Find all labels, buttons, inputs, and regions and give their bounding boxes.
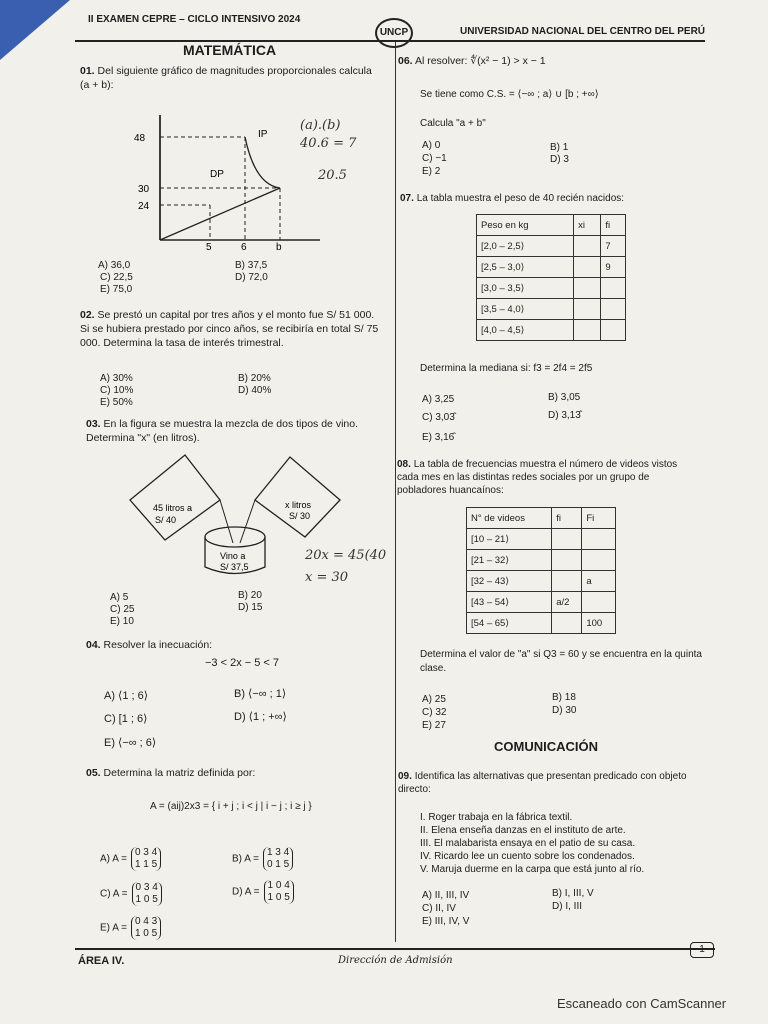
svg-text:x litros: x litros [285, 500, 312, 510]
table-row: [21 – 32⟩ [467, 550, 616, 571]
table-row: [3,0 – 3,5⟩ [477, 278, 626, 299]
section-title-math: MATEMÁTICA [183, 42, 277, 58]
q07-option-d: D) 3,13̂ [548, 410, 581, 421]
table-row: [2,0 – 2,5⟩ 7 [477, 236, 626, 257]
header-rule [75, 40, 705, 42]
q01-option-a: A) 36,0 [98, 260, 131, 271]
table-row: [2,5 – 3,0⟩ 9 [477, 257, 626, 278]
q09-item-5: V. Maruja duerme en la carpa que está junto al río. [420, 864, 645, 875]
q03-option-d: D) 15 [238, 602, 263, 613]
question-06: 06. Al resolver: ∜(x² − 1) > x − 1 [398, 55, 546, 67]
university-logo: UNCP [375, 18, 413, 48]
q07-option-a: A) 3,25 [422, 394, 455, 405]
q08-option-d: D) 30 [552, 705, 577, 716]
q01-option-c: C) 22,5 [100, 272, 133, 283]
q09-option-e: E) III, IV, V [422, 916, 470, 927]
table-row: [54 – 65⟩ 100 [467, 613, 616, 634]
q05-option-c: C) A =0 3 4 1 0 5 [100, 882, 162, 906]
q07-table: Peso en kg xi fi [2,0 – 2,5⟩ 7 [2,5 – 3,0⟩ 9 [3,0 – 3,5⟩ [3,5 – 4,0⟩ [4,0 – 4,5⟩ [476, 214, 626, 341]
column-divider [395, 42, 396, 942]
svg-text:6: 6 [241, 242, 247, 253]
q09-item-1: I. Roger trabaja en la fábrica textil. [420, 812, 573, 823]
q09-item-4: IV. Ricardo lee un cuento sobre los condenados. [420, 851, 635, 862]
q09-option-d: D) I, III [552, 901, 582, 912]
q07-ask: Determina la mediana si: f3 = 2f4 = 2f5 [420, 363, 593, 374]
table-row: [3,5 – 4,0⟩ [477, 299, 626, 320]
q04-option-e: E) ⟨−∞ ; 6⟩ [104, 737, 157, 749]
handwritten-note-5: x = 30 [305, 570, 349, 585]
q06-option-d: D) 3 [550, 154, 569, 165]
footer-area: ÁREA IV. [78, 955, 125, 967]
q09-item-3: III. El malabarista ensaya en el patio de su casa. [420, 838, 636, 849]
q01-option-d: D) 72,0 [235, 272, 268, 283]
q04-option-c: C) [1 ; 6⟩ [104, 713, 148, 725]
handwritten-note-3: 20.5 [318, 168, 347, 183]
question-08: 08. La tabla de frecuencias muestra el número de videos vistos cada mes en las distintas redes sociales por un grupo de pobladores huancaínos: [397, 459, 678, 496]
svg-text:48: 48 [134, 133, 146, 144]
svg-text:S/ 30: S/ 30 [289, 511, 311, 521]
q08-option-b: B) 18 [552, 692, 576, 703]
header-left: II EXAMEN CEPRE – CICLO INTENSIVO 2024 [88, 14, 301, 25]
svg-text:b: b [276, 242, 282, 253]
question-03: 03. En la figura se muestra la mezcla de dos tipos de vino. Determina "x" (en litros). [86, 418, 358, 444]
question-07: 07. La tabla muestra el peso de 40 recién nacidos: [400, 193, 625, 204]
q07-option-b: B) 3,05 [548, 392, 581, 403]
q08-table: N° de videos fi Fi [10 – 21⟩ [21 – 32⟩ [32 – 43⟩ a [43 – 54⟩ a/2 [54 – 65⟩ 100 [466, 507, 616, 634]
q02-option-b: B) 20% [238, 373, 271, 384]
q03-option-b: B) 20 [238, 590, 262, 601]
section-title-communication: COMUNICACIÓN [494, 739, 598, 754]
q06-option-e: E) 2 [422, 166, 441, 177]
svg-text:30: 30 [138, 184, 150, 195]
q02-option-c: C) 10% [100, 385, 134, 396]
q03-option-e: E) 10 [110, 616, 134, 627]
q06-ask: Calcula "a + b" [420, 118, 486, 129]
svg-text:5: 5 [206, 242, 212, 253]
question-01: 01. Del siguiente gráfico de magnitudes proporcionales calcula (a + b): [80, 65, 372, 91]
question-09: 09. Identifica las alternativas que presentan predicado con objeto directo: [398, 771, 687, 795]
q06-solution-set: Se tiene como C.S. = ⟨−∞ ; a⟩ ∪ [b ; +∞⟩ [420, 89, 599, 100]
q01-option-e: E) 75,0 [100, 284, 133, 295]
q02-option-e: E) 50% [100, 397, 133, 408]
q05-definition: A = (aij)2x3 = { i + j ; i < j | i − j ; i ≥ j } [150, 801, 312, 812]
q05-option-a: A) A =0 3 4 1 1 5 [100, 847, 161, 871]
svg-text:IP: IP [258, 129, 268, 140]
q07-option-c: C) 3,03̂ [422, 412, 455, 423]
table-row: [10 – 21⟩ [467, 529, 616, 550]
q09-option-c: C) II, IV [422, 903, 456, 914]
handwritten-note-2: 40.6 = 7 [300, 136, 357, 151]
q05-option-b: B) A =1 3 4 0 1 5 [232, 847, 293, 871]
header-right: UNIVERSIDAD NACIONAL DEL CENTRO DEL PERÚ [460, 26, 706, 37]
q03-option-c: C) 25 [110, 604, 135, 615]
q02-option-d: D) 40% [238, 385, 272, 396]
footer-admission: Dirección de Admisión [338, 955, 453, 966]
question-05: 05. Determina la matriz definida por: [86, 767, 256, 779]
q04-option-a: A) ⟨1 ; 6⟩ [104, 690, 149, 702]
q08-option-a: A) 25 [422, 694, 446, 705]
handwritten-note-1: (a).(b) [300, 118, 341, 133]
q01-option-b: B) 37,5 [235, 260, 268, 271]
svg-text:45 litros a: 45 litros a [153, 503, 193, 513]
handwritten-note-4: 20x = 45(40 [305, 548, 387, 563]
q06-option-b: B) 1 [550, 142, 569, 153]
table-row: [43 – 54⟩ a/2 [467, 592, 616, 613]
page-number: 1 [690, 942, 714, 958]
q04-inequation: −3 < 2x − 5 < 7 [205, 657, 280, 669]
table-row: [4,0 – 4,5⟩ [477, 320, 626, 341]
q03-option-a: A) 5 [110, 592, 129, 603]
footer-rule [75, 948, 715, 950]
q09-option-b: B) I, III, V [552, 888, 594, 899]
graph-q01 [120, 115, 320, 253]
q05-option-e: E) A =0 4 3 1 0 5 [100, 916, 161, 940]
q02-option-a: A) 30% [100, 373, 133, 384]
q08-ask: Determina el valor de "a" si Q3 = 60 y se encuentra en la quinta clase. [420, 649, 702, 674]
q06-option-a: A) 0 [422, 140, 441, 151]
svg-text:24: 24 [138, 201, 150, 212]
svg-text:S/ 40: S/ 40 [155, 515, 177, 525]
q06-option-c: C) −1 [422, 153, 447, 164]
blue-corner [0, 0, 70, 60]
svg-text:S/ 37,5: S/ 37,5 [220, 562, 249, 572]
q09-item-2: II. Elena enseña danzas en el instituto de arte. [420, 825, 626, 836]
question-02: 02. Se prestó un capital por tres años y el monto fue S/ 51 000. Si se hubiera prestado por cinco años, se recibiría en total S/ 75 000. Determina la tasa de interés trimestral. [80, 309, 379, 349]
camscanner-watermark: Escaneado con CamScanner [557, 996, 727, 1011]
q08-option-e: E) 27 [422, 720, 446, 731]
q05-option-d: D) A =1 0 4 1 0 5 [232, 880, 294, 904]
question-04: 04. Resolver la inecuación: [86, 639, 213, 651]
q09-option-a: A) II, III, IV [422, 890, 470, 901]
svg-text:DP: DP [210, 169, 224, 180]
q04-option-d: D) ⟨1 ; +∞⟩ [234, 711, 287, 723]
svg-text:Vino a: Vino a [220, 551, 246, 561]
table-row: [32 – 43⟩ a [467, 571, 616, 592]
q04-option-b: B) ⟨−∞ ; 1⟩ [234, 688, 287, 700]
q07-option-e: E) 3,16̂ [422, 432, 455, 443]
q08-option-c: C) 32 [422, 707, 447, 718]
